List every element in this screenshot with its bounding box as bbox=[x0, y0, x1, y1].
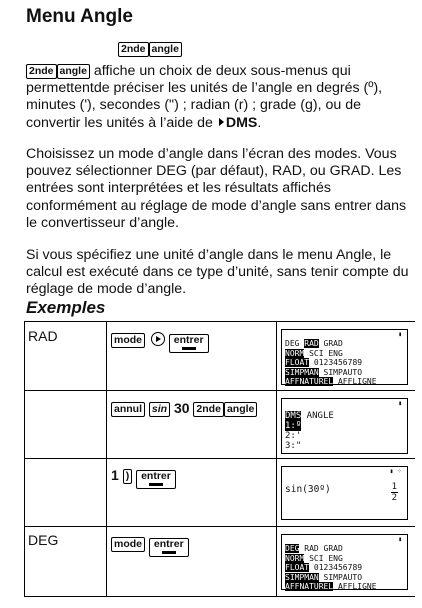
angle-key-sequence bbox=[118, 40, 182, 57]
intro-end: . bbox=[257, 114, 262, 131]
row-label: DEG bbox=[28, 532, 59, 548]
page-title: Menu Angle bbox=[26, 6, 133, 27]
sin-key: sin bbox=[149, 402, 170, 417]
battery-icon: ▮ bbox=[398, 331, 402, 338]
enter-key: entrer bbox=[169, 334, 209, 353]
calculator-screen: ▮ DMS ANGLE 1:º 2:' 3:" bbox=[281, 398, 408, 454]
angle-key: angle bbox=[149, 42, 182, 57]
right-arrow-key-icon bbox=[151, 332, 165, 346]
annul-key: annul bbox=[111, 402, 145, 417]
close-paren-key: ) bbox=[123, 469, 133, 484]
enter-key: entrer bbox=[136, 470, 176, 489]
second-key: 2nde bbox=[26, 64, 57, 79]
table-row bbox=[25, 526, 415, 596]
mode-key: mode bbox=[111, 333, 145, 348]
key-sequence bbox=[111, 331, 209, 353]
number-input: 1 bbox=[111, 467, 119, 483]
mode-key: mode bbox=[111, 537, 145, 552]
expression: sin(30º) bbox=[285, 484, 331, 495]
examples-table bbox=[24, 321, 415, 597]
angle-key: angle bbox=[224, 402, 257, 417]
fraction-result: $\frac{1}{2}$ bbox=[391, 482, 397, 503]
key-sequence bbox=[111, 400, 257, 417]
calculator-screen: ▮ DEG RAD GRAD NORM SCI ENG FLOAT 0123456789 SIMPMAN SIMPAUTO AFFNATUREL AFFLIGNE bbox=[281, 534, 408, 590]
calculator-screen bbox=[281, 466, 408, 520]
paragraph-intro bbox=[26, 63, 410, 132]
calculator-screen: ▮ DEG RAD GRAD NORM SCI ENG FLOAT 0123456789 SIMPMAN SIMPAUTO AFFNATUREL AFFLIGNE bbox=[281, 329, 408, 385]
paragraph-unit: Si vous spécifiez une unité d’angle dans le menu Angle, le calcul est exécuté dans ce type d’unité, sans tenir compte du réglage de mode d’angle. bbox=[26, 247, 409, 298]
row-label: RAD bbox=[28, 328, 58, 344]
paragraph-mode: Choisissez un mode d’angle dans l’écran des modes. Vous pouvez sélectionner DEG (par défaut), RAD, ou GRAD. Les entrées sont interprétées et les résultats affichés conformément au réglage de mode d’angle sans entrer dans le convertisseur d’angle. bbox=[26, 146, 407, 231]
intro-text: affiche un choix de deux sous-menus qui permettentde préciser les unités de l’angle en degrés (º), minutes ('), secondes (") ; radian (r) ; grade (g), ou de convertir les unités à l’aide de bbox=[26, 63, 383, 131]
enter-key: entrer bbox=[149, 538, 189, 557]
key-sequence bbox=[111, 467, 176, 489]
battery-icon: ▮ bbox=[398, 400, 402, 407]
dms-label: DMS bbox=[225, 114, 258, 131]
key-sequence bbox=[111, 535, 189, 557]
number-input: 30 bbox=[173, 400, 190, 416]
triangle-icon bbox=[219, 118, 224, 126]
table-row bbox=[25, 390, 415, 459]
table-row bbox=[25, 458, 415, 527]
battery-icon: ▮ bbox=[398, 536, 402, 543]
second-key: 2nde bbox=[193, 402, 224, 417]
second-key: 2nde bbox=[118, 42, 149, 57]
table-row bbox=[25, 322, 415, 391]
examples-heading: Exemples bbox=[26, 298, 106, 317]
angle-key: angle bbox=[57, 64, 90, 79]
battery-icon: ▮ ⁘ bbox=[389, 468, 402, 475]
